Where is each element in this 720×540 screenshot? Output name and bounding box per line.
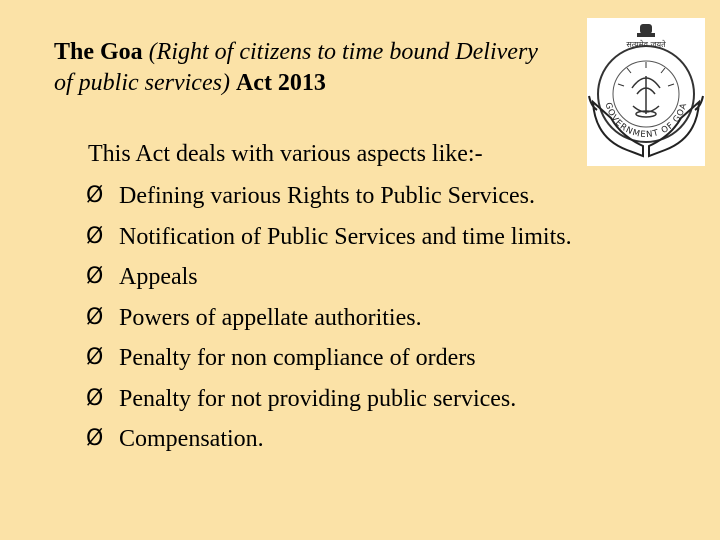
arrow-bullet-icon: Ø xyxy=(86,426,104,451)
emblem-motto: सत्यमेव जयते xyxy=(626,40,666,49)
title-part-3: Act 2013 xyxy=(235,70,326,96)
aspects-list xyxy=(86,181,572,465)
list-item-text: Appeals xyxy=(119,264,198,290)
title-part-2: (Right of citizens to time bound Delivery of public services) xyxy=(54,39,538,96)
list-item xyxy=(86,343,572,384)
arrow-bullet-icon: Ø xyxy=(86,223,104,249)
lamp-icon xyxy=(632,76,660,117)
list-item xyxy=(86,222,572,263)
title-part-1: The Goa xyxy=(54,39,143,65)
list-item xyxy=(86,384,572,425)
list-item-text: Compensation. xyxy=(119,426,264,452)
list-item xyxy=(86,262,572,303)
list-item-text: Powers of appellate authorities. xyxy=(119,304,422,331)
arrow-bullet-icon: Ø xyxy=(86,345,104,370)
slide-title xyxy=(54,37,554,99)
list-item-text: Notification of Public Services and time limits. xyxy=(119,223,572,250)
list-item xyxy=(86,424,572,465)
lion-capital-icon xyxy=(637,24,655,37)
arrow-bullet-icon: Ø xyxy=(86,385,104,411)
list-item-text: Penalty for not providing public services. xyxy=(119,385,517,412)
list-item xyxy=(86,303,572,344)
list-item-text: Defining various Rights to Public Services. xyxy=(119,183,535,209)
arrow-bullet-icon: Ø xyxy=(86,304,104,330)
government-of-goa-emblem xyxy=(587,18,705,166)
emblem-caption: GOVERNMENT OF GOA xyxy=(602,101,690,141)
arrow-bullet-icon: Ø xyxy=(86,183,104,208)
list-item xyxy=(86,181,572,222)
list-item-text: Penalty for non compliance of orders xyxy=(119,345,476,371)
intro-text: This Act deals with various aspects like:- xyxy=(88,141,483,167)
arrow-bullet-icon: Ø xyxy=(86,264,104,289)
